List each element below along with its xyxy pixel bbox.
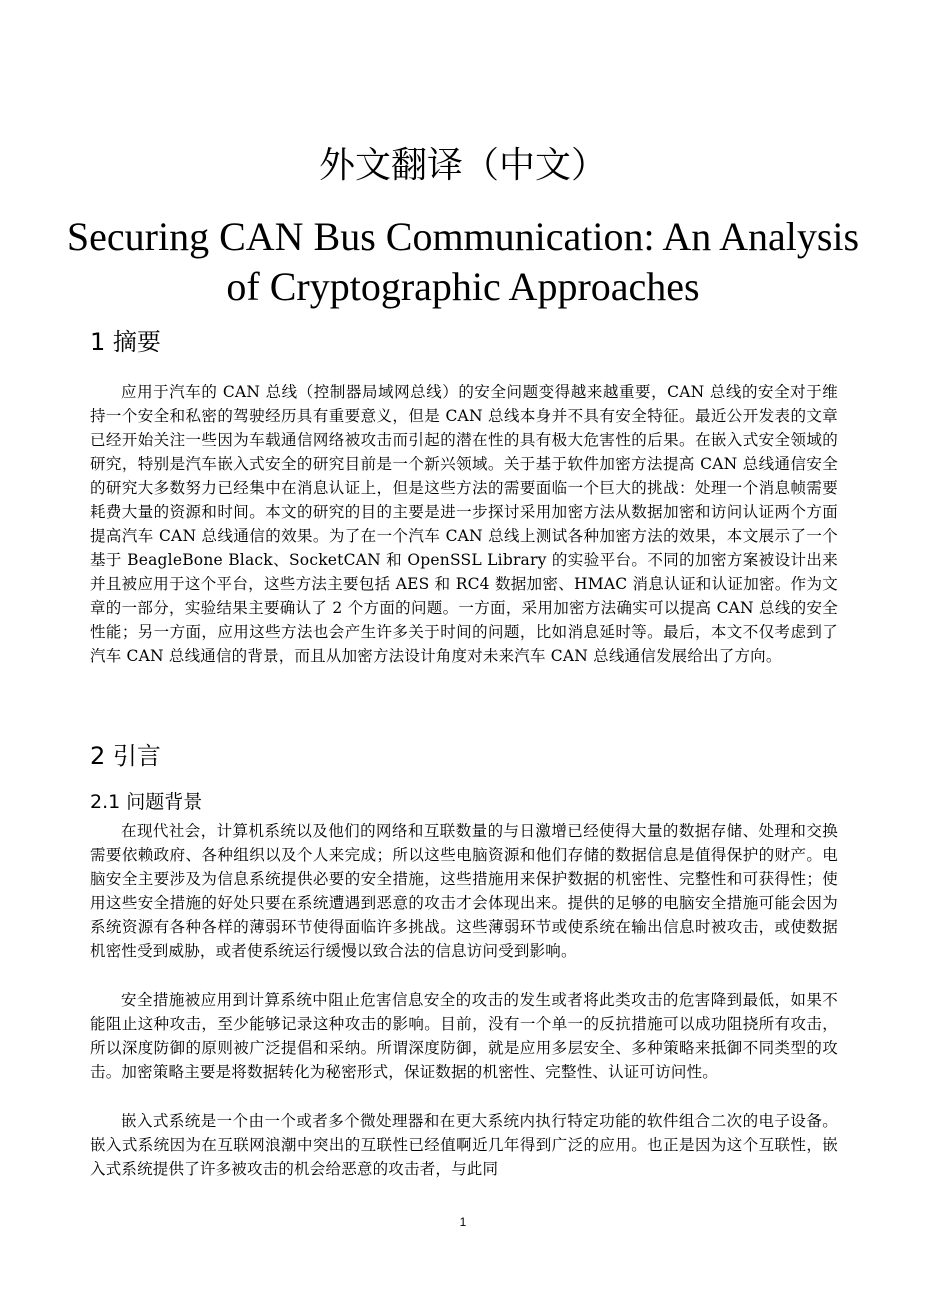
paper-title: Securing CAN Bus Communication: An Analysis of Cryptographic Approaches xyxy=(66,214,860,309)
section-heading-introduction: 2 引言 xyxy=(90,742,161,770)
section-heading-abstract: 1 摘要 xyxy=(90,328,161,356)
intro-paragraph-3: 嵌入式系统是一个由一个或者多个微处理器和在更大系统内执行特定功能的软件组合二次的电子设备。嵌入式系统因为在互联网浪潮中突出的互联性已经值啊近几年得到广泛的应用。也正是因为这个互联性，嵌入式系统提供了许多被攻击的机会给恶意的攻击者，与此同 xyxy=(90,1112,838,1178)
intro-paragraph-1: 在现代社会，计算机系统以及他们的网络和互联数量的与日激增已经使得大量的数据存储、处理和交换需要依赖政府、各种组织以及个人来完成；所以这些电脑资源和他们存储的数据信息是值得保护的财产。电脑安全主要涉及为信息系统提供必要的安全措施，这些措施用来保护数据的机密性、完整性和可获得性；使用这些安全措施的好处只要在系统遭遇到恶意的攻击才会体现出来。提供的足够的电脑安全措施可能会因为系统资源有各种各样的薄弱环节使得面临许多挑战。这些薄弱环节或使系统在输出信息时被攻击，或使数据机密性受到威胁，或者使系统运行缓慢以致合法的信息访问受到影响。 xyxy=(90,822,838,960)
subsection-heading-background: 2.1 问题背景 xyxy=(90,791,203,813)
intro-paragraph-2: 安全措施被应用到计算系统中阻止危害信息安全的攻击的发生或者将此类攻击的危害降到最低，如果不能阻止这种攻击，至少能够记录这种攻击的影响。目前，没有一个单一的反抗措施可以成功阻挠所有攻击，所以深度防御的原则被广泛提倡和采纳。所谓深度防御，就是应用多层安全、多种策略来抵御不同类型的攻击。加密策略主要是将数据转化为秘密形式，保证数据的机密性、完整性、认证可访问性。 xyxy=(90,991,838,1081)
abstract-paragraph: 应用于汽车的 CAN 总线（控制器局域网总线）的安全问题变得越来越重要，CAN 总线的安全对于维持一个安全和私密的驾驶经历具有重要意义，但是 CAN 总线本身并不具有安全特征。最近公开发表的文章已经开始关注一些因为车载通信网络被攻击而引起的潜在性的具有极大危害性的后果。在嵌入式安全领域的研究，特别是汽车嵌入式安全的研究目前是一个新兴领域。关于基于软件加密方法提高 CAN 总线通信安全的研究大多数努力已经集中在消息认证上，但是这些方法的需要面临一个巨大的挑战：处理一个消息帧需要耗费大量的资源和时间。本文的研究的目的主要是进一步探讨采用加密方法从数据加密和访问认证两个方面提高汽车 CAN 总线通信的效果。为了在一个汽车 CAN 总线上测试各种加密方法的效果，本文展示了一个基于 BeagleBone Black、SocketCAN 和 OpenSSL Library 的实验平台。不同的加密方案被设计出来并且被应用于这个平台，这些方法主要包括 AES 和 RC4 数据加密、HMAC 消息认证和认证加密。作为文章的一部分，实验结果主要确认了 2 个方面的问题。一方面，采用加密方法确实可以提高 CAN 总线的安全性能；另一方面，应用这些方法也会产生许多关于时间的问题，比如消息延时等。最后，本文不仅考虑到了汽车 CAN 总线通信的背景，而且从加密方法设计角度对未来汽车 CAN 总线通信发展给出了方向。 xyxy=(90,383,838,665)
page-number: 1 xyxy=(459,1215,467,1229)
document-title: 外文翻译（中文） xyxy=(318,145,607,186)
